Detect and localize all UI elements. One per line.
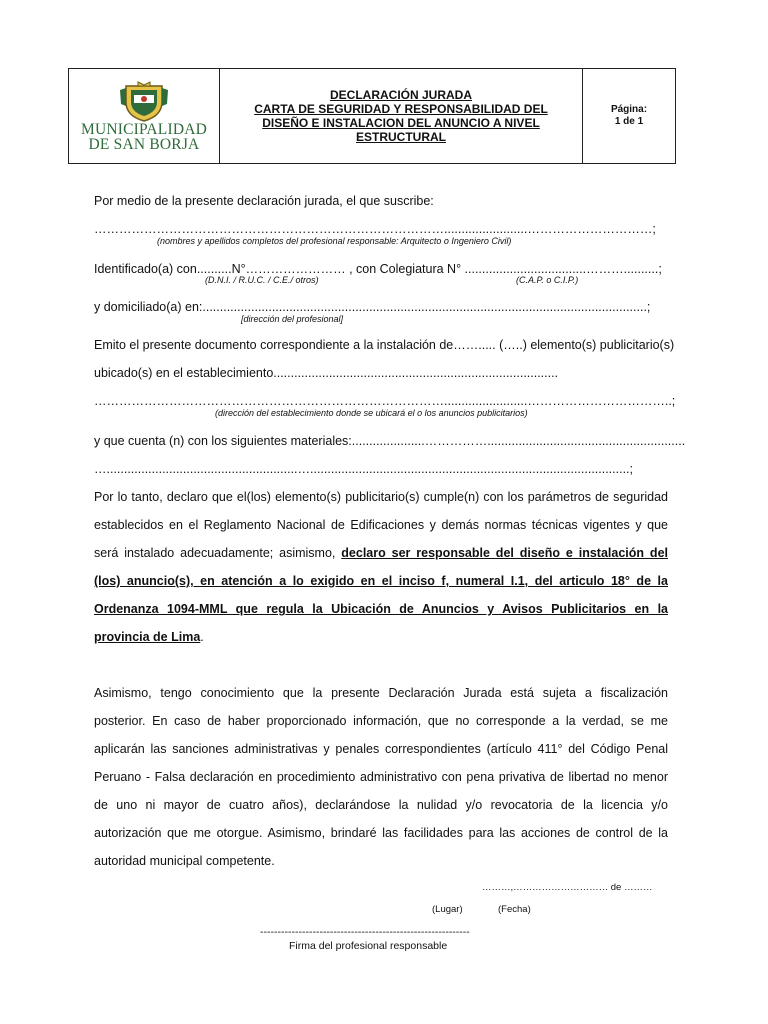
declaration-text: será instalado adecuadamente; asimismo,	[94, 546, 342, 560]
logo-text-line2: DE SAN BORJA	[88, 136, 200, 153]
declaration-line: establecidos en el Reglamento Nacional de Edificaciones y demás normas técnicas vigentes y que	[94, 518, 668, 532]
establishment-hint: (dirección del establecimiento donde se ubicará el o los anuncios publicitarios)	[215, 408, 528, 418]
date-label: (Fecha)	[498, 904, 531, 915]
notice-line: de uno ni mayor de cuatro años), declarándose la nulidad y/o revocatoria de la licencia y/o	[94, 798, 668, 812]
document-subtitle-line1: CARTA DE SEGURIDAD Y RESPONSABILIDAD DEL	[254, 102, 548, 116]
declaration-line-bold: (los) anuncio(s), en atención a lo exigido en el inciso f, numeral I.1, del articulo 18° de la	[94, 574, 668, 588]
document-title: DECLARACIÓN JURADA	[329, 88, 472, 102]
document-subtitle-line3: ESTRUCTURAL	[356, 130, 446, 144]
document-header	[68, 68, 676, 164]
name-hint: (nombres y apellidos completos del profesional responsable: Arquitecto o Ingeniero Civil)	[157, 236, 512, 246]
document-subtitle-line2: DISEÑO E INSTALACION DEL ANUNCIO A NIVEL	[262, 116, 540, 130]
located-field[interactable]: ubicado(s) en el establecimiento..................................................................................	[94, 366, 559, 380]
intro-text: Por medio de la presente declaración jurada, el que suscribe:	[94, 194, 434, 208]
notice-line: Peruano - Falsa declaración en procedimiento administrativo con pena privativa de libertad no menor	[94, 770, 668, 784]
name-field[interactable]: …………………………………………………………………………........................…………………………;	[94, 222, 656, 236]
declaration-line	[94, 630, 204, 644]
page-cell	[583, 69, 675, 163]
notice-line: Asimismo, tengo conocimiento que la presente Declaración Jurada está sujeta a fiscalización	[94, 686, 668, 700]
notice-line: aplicarán las sanciones administrativas y penales correspondientes (artículo 411° del Código Penal	[94, 742, 668, 756]
declaration-line-bold: Ordenanza 1094-MML que regula la Ubicación de Anuncios y Avisos Publicitarios en la	[94, 602, 668, 616]
signature-line[interactable]: ------------------------------------------------------------	[260, 926, 470, 938]
address-field[interactable]: y domiciliado(a) en:................................................................................................................................;	[94, 300, 651, 314]
coat-of-arms-icon	[118, 80, 170, 122]
materials-field-continued[interactable]: ….......................................................…............................................................................................;	[94, 462, 633, 476]
logo-cell	[69, 69, 220, 163]
emit-line: Emito el presente documento correspondiente a la instalación de……..... (…..) elemento(s) publicitario(s)	[94, 338, 675, 352]
materials-field[interactable]: y que cuenta (n) con los siguientes materiales:.....................…………….........................................................	[94, 434, 686, 448]
province-text: provincia de Lima	[94, 630, 201, 644]
establishment-field[interactable]: …………………………………………………………………………........................……………………………..;	[94, 394, 676, 408]
title-cell	[220, 69, 583, 163]
period: .	[200, 630, 204, 644]
signature-label: Firma del profesional responsable	[289, 940, 448, 952]
notice-line: posterior. En caso de haber proporcionado información, que no corresponde a la verdad, se me	[94, 714, 668, 728]
address-hint: [dirección del profesional]	[241, 314, 344, 324]
logo-text-line1: MUNICIPALIDAD	[80, 121, 208, 138]
notice-line: autoridad municipal competente.	[94, 854, 275, 868]
page-value: 1 de 1	[614, 116, 644, 127]
place-label: (Lugar)	[432, 904, 463, 915]
id-field[interactable]: Identificado(a) con..........N°…………………… , con Colegiatura N° ...................................………..........;	[94, 262, 662, 276]
place-date-field[interactable]: ………,………………………… de ………	[482, 882, 653, 893]
declaration-line: Por lo tanto, declaro que el(los) elemento(s) publicitario(s) cumple(n) con los parámetros de seguridad	[94, 490, 668, 504]
declaration-line	[94, 546, 668, 560]
notice-line: autorización que me otorgue. Asimismo, brindaré las facilidades para las acciones de control de la	[94, 826, 668, 840]
page-label: Página:	[610, 104, 648, 115]
responsibility-statement: declaro ser responsable del diseño e instalación del	[341, 546, 668, 560]
cap-hint: (C.A.P. o C.I.P.)	[516, 275, 579, 285]
id-hint: (D.N.I. / R.U.C. / C.E./ otros)	[205, 275, 319, 285]
